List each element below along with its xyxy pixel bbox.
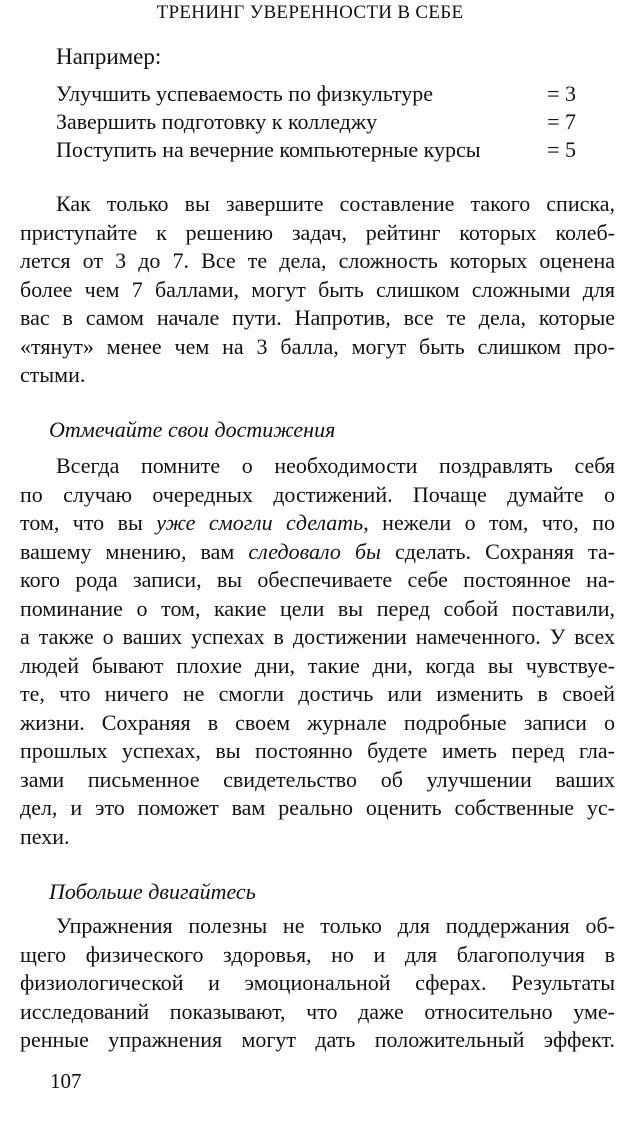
list-item	[56, 80, 576, 108]
text-run: том, что вы	[20, 510, 157, 535]
paragraph-line: «тянут» менее чем на 3 балла, могут быть слишком про-	[20, 333, 615, 359]
paragraph-3	[20, 912, 615, 1055]
paragraph-line: вас в самом начале пути. Напротив, все те дела, которые	[20, 305, 615, 330]
paragraph-line: поминание о том, какие цели вы перед собой поставили,	[20, 595, 615, 621]
list-item-score: = 5	[547, 137, 576, 162]
list-item-text: Завершить подготовку к колледжу	[56, 109, 378, 134]
paragraph-line: лется от 3 до 7. Все те дела, сложность которых оценена	[20, 248, 615, 273]
paragraph-line: щего физического здоровья, но и для благополучия в	[20, 941, 615, 967]
paragraph-line: стыми.	[20, 362, 86, 387]
text-run: сделать. Сохраняя та-	[380, 538, 616, 564]
paragraph-line: кого рода записи, вы обеспечиваете себе постоянное на-	[20, 567, 615, 592]
section-heading: Побольше двигайтесь	[49, 879, 256, 904]
paragraph-line: Упражнения полезны не только для поддержания об-	[56, 913, 615, 938]
paragraph-line: пехи.	[20, 823, 70, 849]
paragraph-line: Как только вы завершите составление такого списка,	[56, 191, 615, 216]
text-run: вашему мнению, вам	[20, 538, 249, 564]
paragraph-line: исследований показывают, что даже относительно уме-	[20, 998, 615, 1024]
paragraph-line: по случаю очередных достижений. Почаще думайте о	[20, 481, 615, 507]
list-item-score: = 3	[547, 81, 576, 106]
paragraph-2	[20, 452, 615, 851]
paragraph-line: Всегда помните о необходимости поздравлять себя	[56, 453, 615, 478]
paragraph-line: дел, и это поможет вам реально оценить собственные ус-	[20, 795, 615, 820]
list-item	[56, 136, 576, 164]
list-item-score: = 7	[547, 109, 576, 134]
paragraph-line: зами письменное свидетельство об улучшении ваших	[20, 766, 615, 792]
emphasis: следовало бы	[248, 538, 381, 564]
paragraph-line: людей бывают плохие дни, такие дни, когда вы чувствуе-	[20, 652, 615, 678]
section-heading: Отмечайте свои достижения	[49, 417, 336, 442]
paragraph-line: физиологической и эмоциональной сферах. Результаты	[20, 970, 615, 995]
running-head: ТРЕНИНГ УВЕРЕННОСТИ В СЕБЕ	[156, 2, 464, 23]
paragraph-line	[20, 538, 615, 567]
text-run: , нежели о том, что, по	[363, 510, 615, 535]
page-number: 107	[50, 1069, 82, 1093]
paragraph-1	[20, 190, 615, 390]
paragraph-line: прошлых успехах, вы постоянно будете иметь перед гла-	[20, 738, 615, 763]
paragraph-line: а также о ваших успехах в достижении намеченного. У всех	[20, 624, 615, 649]
list-item-text: Поступить на вечерние компьютерные курсы	[56, 137, 481, 162]
paragraph-line: те, что ничего не смогли достичь или изменить в своей	[20, 681, 615, 706]
example-label: Например:	[56, 44, 162, 69]
emphasis: уже смогли сделать	[156, 510, 364, 535]
list-item-text: Улучшить успеваемость по физкультуре	[56, 81, 433, 106]
example-list	[56, 80, 576, 164]
paragraph-line: ренные упражнения могут дать положительный эффект.	[20, 1027, 615, 1052]
paragraph-line	[20, 509, 615, 538]
paragraph-line: жизни. Сохраняя в своем журнале подробные записи о	[20, 709, 615, 735]
paragraph-line: приступайте к решению задач, рейтинг которых колеб-	[20, 219, 615, 245]
paragraph-line: более чем 7 баллами, могут быть слишком сложными для	[20, 276, 615, 302]
list-item	[56, 108, 576, 136]
